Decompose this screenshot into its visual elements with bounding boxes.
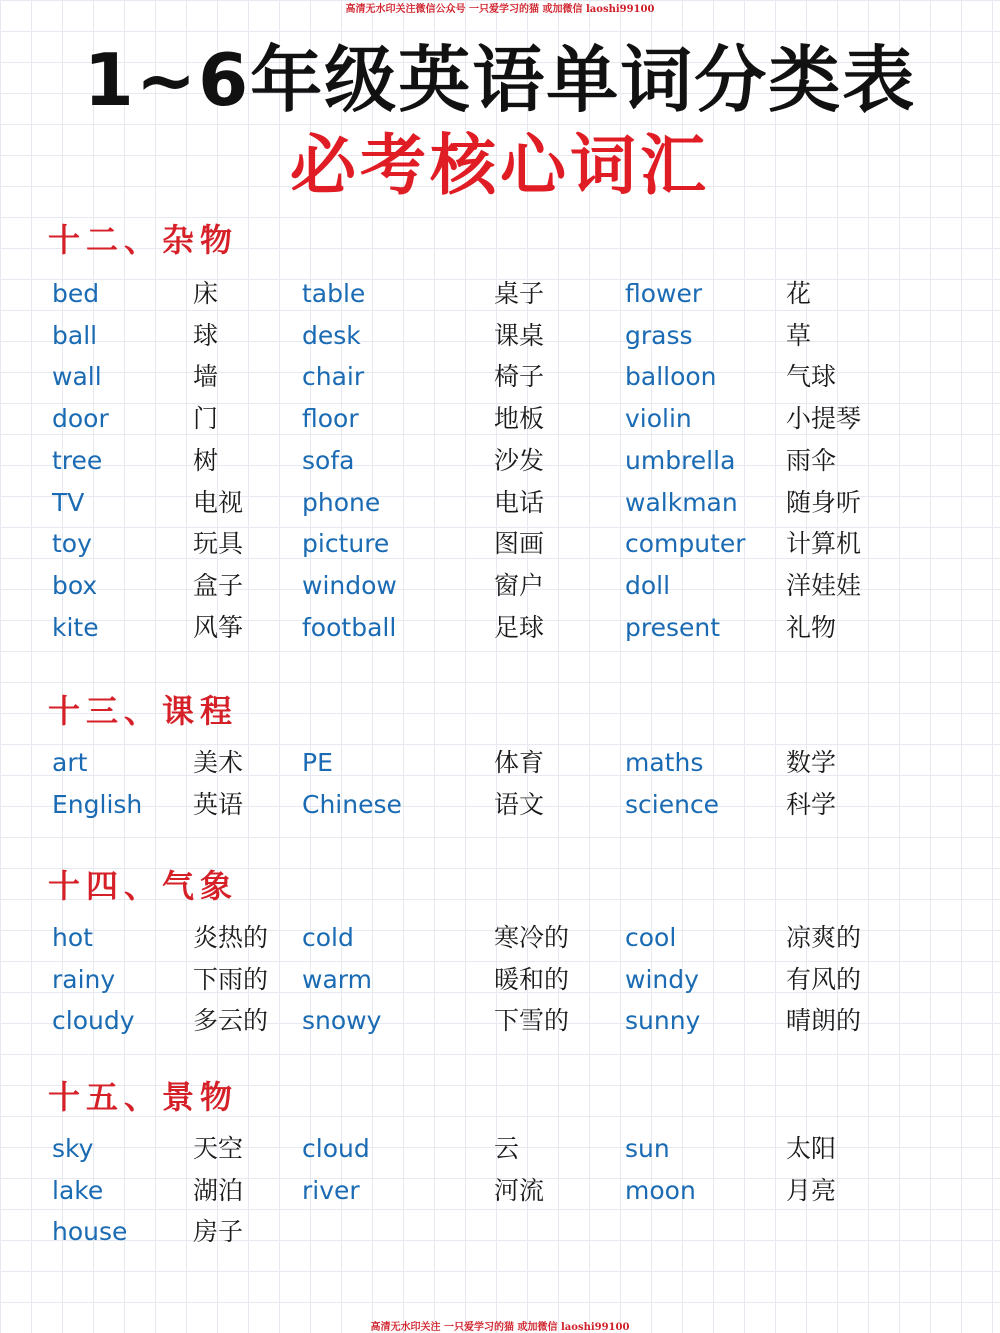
english-word: doll bbox=[625, 570, 671, 600]
chinese-meaning: 有风的 bbox=[786, 964, 862, 994]
english-word: wall bbox=[52, 362, 102, 392]
table-row bbox=[0, 611, 1000, 653]
table-row bbox=[0, 486, 1000, 528]
chinese-meaning: 小提琴 bbox=[786, 404, 862, 434]
english-word: floor bbox=[302, 404, 359, 434]
english-word: sunny bbox=[625, 1006, 701, 1036]
chinese-meaning: 电话 bbox=[494, 487, 545, 517]
english-word: box bbox=[52, 570, 98, 600]
english-word: sky bbox=[52, 1134, 94, 1163]
chinese-meaning: 太阳 bbox=[786, 1134, 837, 1163]
page-subtitle: 必考核心词汇 bbox=[290, 126, 710, 204]
table-row bbox=[0, 1004, 1000, 1046]
table-row bbox=[0, 277, 1000, 319]
english-word: picture bbox=[302, 529, 390, 559]
english-word: cold bbox=[302, 923, 354, 952]
chinese-meaning: 体育 bbox=[494, 748, 545, 777]
chinese-meaning: 窗户 bbox=[494, 570, 545, 600]
chinese-meaning: 风筝 bbox=[193, 612, 244, 642]
chinese-meaning: 炎热的 bbox=[193, 923, 269, 952]
english-word: present bbox=[625, 612, 721, 642]
english-word: art bbox=[52, 748, 88, 777]
chinese-meaning: 寒冷的 bbox=[494, 923, 570, 952]
chinese-meaning: 花 bbox=[786, 279, 812, 308]
english-word: computer bbox=[625, 529, 746, 559]
section-heading: 十四、气象 bbox=[48, 867, 239, 905]
english-word: bed bbox=[52, 279, 100, 308]
english-word: balloon bbox=[625, 362, 717, 392]
english-word: grass bbox=[625, 320, 693, 350]
english-word: cloudy bbox=[52, 1006, 135, 1036]
english-word: windy bbox=[625, 964, 699, 994]
chinese-meaning: 椅子 bbox=[494, 362, 545, 392]
chinese-meaning: 礼物 bbox=[786, 612, 837, 642]
chinese-meaning: 湖泊 bbox=[193, 1175, 244, 1205]
english-word: sun bbox=[625, 1134, 670, 1163]
chinese-meaning: 树 bbox=[193, 445, 219, 475]
english-word: umbrella bbox=[625, 445, 736, 475]
english-word: Chinese bbox=[302, 789, 402, 819]
watermark-bottom: 高清无水印关注 一只爱学习的猫 或加微信 laoshi99100 bbox=[370, 1322, 630, 1333]
english-word: tree bbox=[52, 445, 103, 475]
english-word: window bbox=[302, 570, 397, 600]
english-word: ball bbox=[52, 320, 98, 350]
chinese-meaning: 河流 bbox=[494, 1175, 545, 1205]
english-word: moon bbox=[625, 1175, 696, 1205]
table-row bbox=[0, 360, 1000, 402]
english-word: TV bbox=[52, 487, 85, 517]
chinese-meaning: 沙发 bbox=[494, 445, 545, 475]
english-word: violin bbox=[625, 404, 692, 434]
english-word: river bbox=[302, 1175, 360, 1205]
table-row bbox=[0, 921, 1000, 963]
chinese-meaning: 床 bbox=[193, 279, 219, 308]
table-row bbox=[0, 402, 1000, 444]
english-word: lake bbox=[52, 1175, 104, 1205]
table-row bbox=[0, 788, 1000, 830]
english-word: snowy bbox=[302, 1006, 382, 1036]
chinese-meaning: 洋娃娃 bbox=[786, 570, 862, 600]
chinese-meaning: 月亮 bbox=[786, 1175, 837, 1205]
chinese-meaning: 计算机 bbox=[786, 529, 862, 559]
english-word: maths bbox=[625, 748, 704, 777]
english-word: warm bbox=[302, 964, 372, 994]
chinese-meaning: 门 bbox=[193, 404, 219, 434]
table-row bbox=[0, 1215, 1000, 1257]
table-row bbox=[0, 746, 1000, 788]
chinese-meaning: 晴朗的 bbox=[786, 1006, 862, 1036]
chinese-meaning: 课桌 bbox=[494, 320, 545, 350]
english-word: football bbox=[302, 612, 397, 642]
chinese-meaning: 墙 bbox=[193, 362, 219, 392]
english-word: kite bbox=[52, 612, 99, 642]
chinese-meaning: 电视 bbox=[193, 487, 244, 517]
chinese-meaning: 下雪的 bbox=[494, 1006, 570, 1036]
chinese-meaning: 多云的 bbox=[193, 1006, 269, 1036]
section-heading: 十三、课程 bbox=[48, 692, 239, 730]
english-word: toy bbox=[52, 529, 92, 559]
table-row bbox=[0, 569, 1000, 611]
english-word: phone bbox=[302, 487, 381, 517]
watermark-top: 高清无水印关注微信公众号 一只爱学习的猫 或加微信 laoshi99100 bbox=[345, 4, 655, 15]
table-row bbox=[0, 1132, 1000, 1174]
english-word: cloud bbox=[302, 1134, 370, 1163]
chinese-meaning: 天空 bbox=[193, 1134, 244, 1163]
chinese-meaning: 云 bbox=[494, 1134, 520, 1163]
chinese-meaning: 美术 bbox=[193, 748, 244, 777]
chinese-meaning: 科学 bbox=[786, 789, 837, 819]
chinese-meaning: 凉爽的 bbox=[786, 923, 862, 952]
chinese-meaning: 图画 bbox=[494, 529, 545, 559]
chinese-meaning: 暖和的 bbox=[494, 964, 570, 994]
english-word: walkman bbox=[625, 487, 738, 517]
chinese-meaning: 雨伞 bbox=[786, 445, 837, 475]
english-word: chair bbox=[302, 362, 365, 392]
section-heading: 十五、景物 bbox=[48, 1078, 239, 1116]
table-row bbox=[0, 527, 1000, 569]
table-row bbox=[0, 319, 1000, 361]
english-word: door bbox=[52, 404, 109, 434]
chinese-meaning: 英语 bbox=[193, 789, 244, 819]
english-word: PE bbox=[302, 748, 333, 777]
chinese-meaning: 盒子 bbox=[193, 570, 244, 600]
chinese-meaning: 玩具 bbox=[193, 529, 244, 559]
english-word: desk bbox=[302, 320, 361, 350]
table-row bbox=[0, 1174, 1000, 1216]
english-word: rainy bbox=[52, 964, 116, 994]
english-word: table bbox=[302, 279, 366, 308]
chinese-meaning: 地板 bbox=[494, 404, 545, 434]
table-row bbox=[0, 963, 1000, 1005]
table-row bbox=[0, 444, 1000, 486]
english-word: house bbox=[52, 1217, 128, 1247]
chinese-meaning: 数学 bbox=[786, 748, 837, 777]
english-word: sofa bbox=[302, 445, 355, 475]
chinese-meaning: 随身听 bbox=[786, 487, 862, 517]
chinese-meaning: 语文 bbox=[494, 789, 545, 819]
english-word: hot bbox=[52, 923, 93, 952]
english-word: English bbox=[52, 789, 143, 819]
chinese-meaning: 下雨的 bbox=[193, 964, 269, 994]
chinese-meaning: 房子 bbox=[193, 1217, 244, 1247]
chinese-meaning: 足球 bbox=[494, 612, 545, 642]
section-heading: 十二、杂物 bbox=[48, 221, 239, 259]
chinese-meaning: 草 bbox=[786, 320, 812, 350]
english-word: cool bbox=[625, 923, 677, 952]
page-title: 1~6年级英语单词分类表 bbox=[83, 38, 917, 122]
chinese-meaning: 气球 bbox=[786, 362, 837, 392]
english-word: science bbox=[625, 789, 720, 819]
chinese-meaning: 桌子 bbox=[494, 279, 545, 308]
english-word: flower bbox=[625, 279, 703, 308]
chinese-meaning: 球 bbox=[193, 320, 219, 350]
